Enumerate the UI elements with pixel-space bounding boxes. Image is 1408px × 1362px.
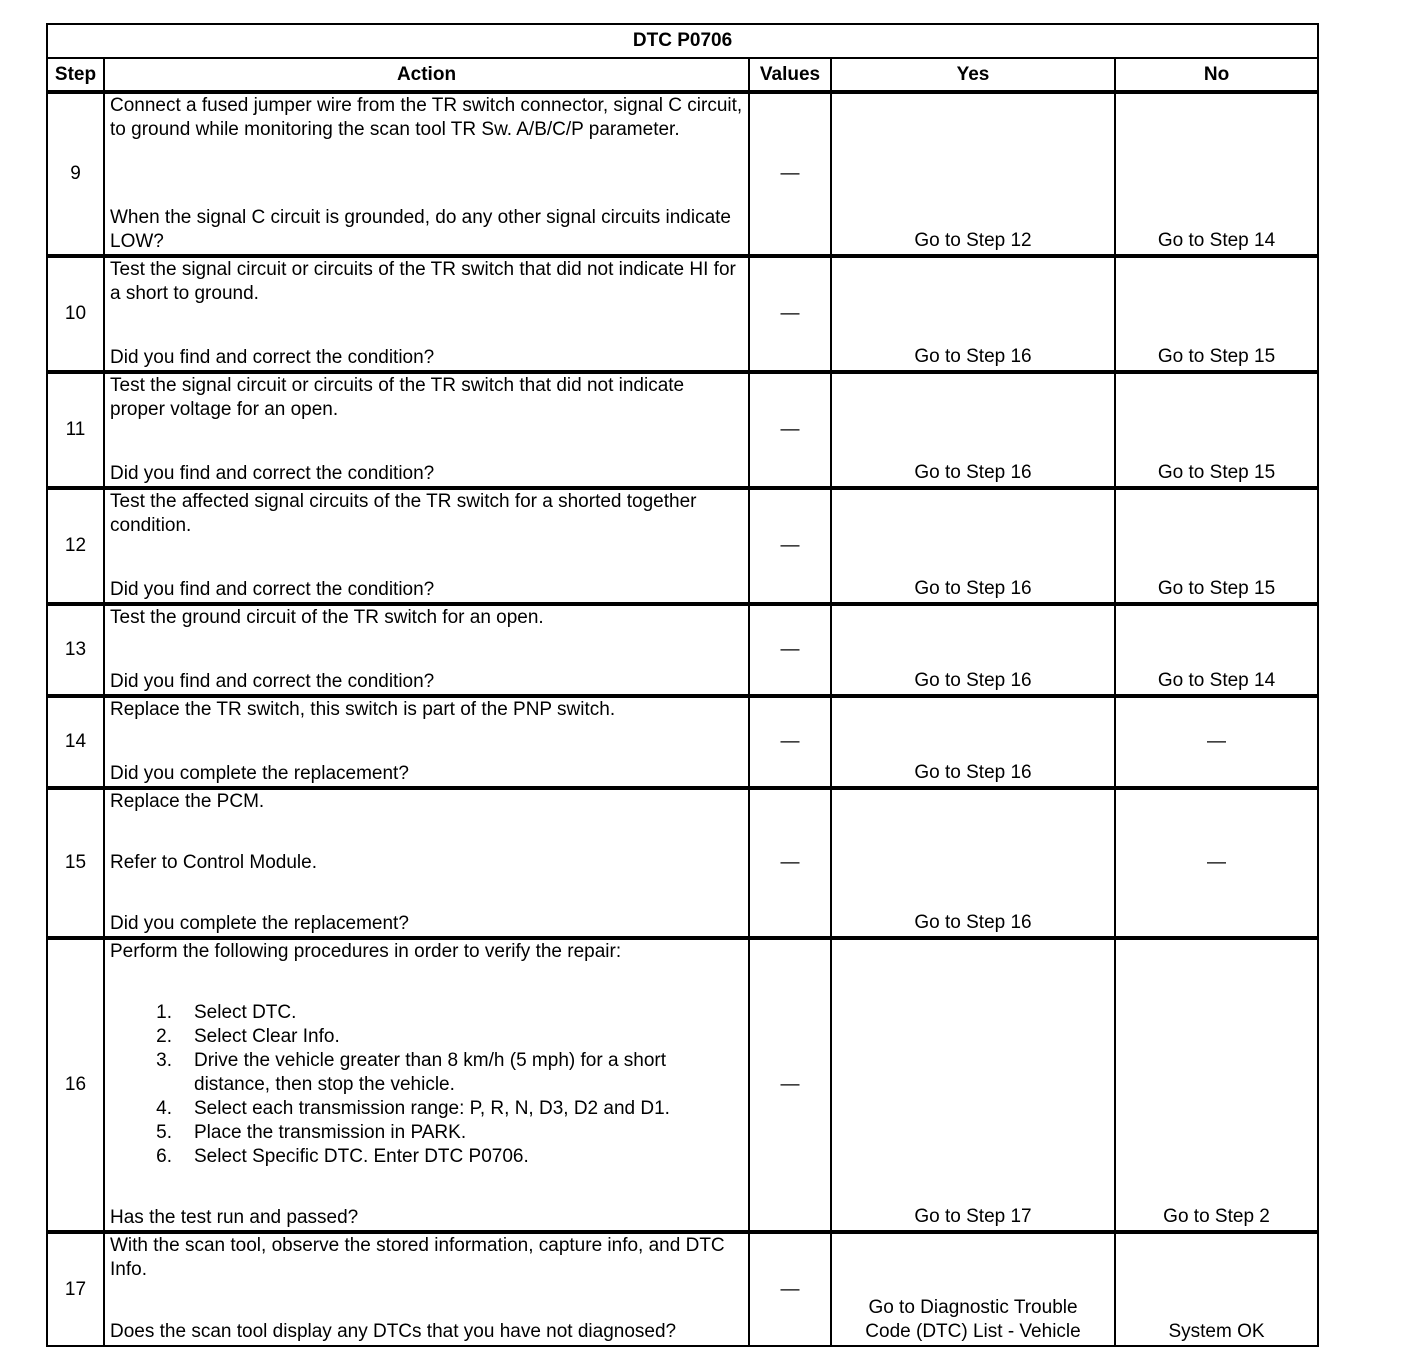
- table-row: [47, 788, 1318, 938]
- action-cell: [104, 938, 749, 1232]
- header-no: No: [1115, 58, 1318, 92]
- action-text: Connect a fused jumper wire from the TR switch connector, signal C circuit, to ground while monitoring the scan tool TR Sw. A/B/C/P parameter.: [110, 95, 743, 140]
- yes-cell: Go to Step 16: [831, 372, 1115, 488]
- no-cell: Go to Step 2: [1115, 938, 1318, 1232]
- step-number: 16: [47, 938, 104, 1232]
- header-step: Step: [47, 58, 104, 92]
- table-row: [47, 604, 1318, 696]
- action-text: Test the affected signal circuits of the TR switch for a shorted together condition.: [110, 491, 697, 536]
- action-cell: [104, 372, 749, 488]
- list-item: 6. Select Specific DTC. Enter DTC P0706.: [156, 1146, 529, 1167]
- no-cell: Go to Step 14: [1115, 92, 1318, 256]
- list-item: 1. Select DTC.: [156, 1002, 297, 1023]
- no-cell: Go to Step 15: [1115, 372, 1318, 488]
- list-item: 3. Drive the vehicle greater than 8 km/h (5 mph) for a short distance, then stop the vehicle.: [156, 1050, 667, 1095]
- table-title: DTC P0706: [47, 24, 1318, 58]
- action-cell: [104, 92, 749, 256]
- table-row: [47, 92, 1318, 256]
- table-row: [47, 938, 1318, 1232]
- action-cell: [104, 696, 749, 788]
- action-text: Test the ground circuit of the TR switch for an open.: [110, 607, 544, 628]
- yes-cell: Go to Step 16: [831, 256, 1115, 372]
- yes-cell: Go to Step 16: [831, 488, 1115, 604]
- values-cell: —: [749, 92, 831, 256]
- no-cell: —: [1115, 788, 1318, 938]
- step-number: 13: [47, 604, 104, 696]
- no-cell: Go to Step 15: [1115, 256, 1318, 372]
- values-cell: —: [749, 696, 831, 788]
- action-text: Replace the TR switch, this switch is part of the PNP switch.: [110, 699, 616, 720]
- values-cell: —: [749, 488, 831, 604]
- action-question: When the signal C circuit is grounded, do any other signal circuits indicate LOW?: [110, 207, 731, 252]
- yes-cell: Go to Diagnostic Trouble Code (DTC) List - Vehicle: [831, 1232, 1115, 1346]
- table-row: [47, 1232, 1318, 1346]
- action-cell: [104, 788, 749, 938]
- yes-cell: Go to Step 17: [831, 938, 1115, 1232]
- list-item: 5. Place the transmission in PARK.: [156, 1122, 467, 1143]
- dtc-table: [46, 23, 1319, 1347]
- action-cell: [104, 488, 749, 604]
- step-number: 14: [47, 696, 104, 788]
- action-reference: Refer to Control Module.: [110, 852, 317, 873]
- header-values: Values: [749, 58, 831, 92]
- yes-cell: Go to Step 16: [831, 788, 1115, 938]
- action-text: Replace the PCM.: [110, 791, 265, 812]
- action-question: Did you find and correct the condition?: [110, 579, 435, 600]
- step-number: 15: [47, 788, 104, 938]
- no-cell: Go to Step 14: [1115, 604, 1318, 696]
- yes-cell: Go to Step 12: [831, 92, 1115, 256]
- action-question: Did you find and correct the condition?: [110, 671, 435, 692]
- list-item: 2. Select Clear Info.: [156, 1026, 340, 1047]
- no-cell: System OK: [1115, 1232, 1318, 1346]
- action-question: Did you find and correct the condition?: [110, 463, 435, 484]
- yes-cell: Go to Step 16: [831, 696, 1115, 788]
- action-cell: [104, 604, 749, 696]
- values-cell: —: [749, 938, 831, 1232]
- action-text: Perform the following procedures in order to verify the repair:: [110, 941, 622, 962]
- action-question: Did you find and correct the condition?: [110, 347, 435, 368]
- action-question: Does the scan tool display any DTCs that you have not diagnosed?: [110, 1321, 677, 1342]
- table-row: [47, 696, 1318, 788]
- action-cell: [104, 1232, 749, 1346]
- step-number: 10: [47, 256, 104, 372]
- action-text: Test the signal circuit or circuits of the TR switch that did not indicate HI for a short to ground.: [110, 259, 736, 304]
- action-text: Test the signal circuit or circuits of the TR switch that did not indicate proper voltage for an open.: [110, 375, 685, 420]
- header-action: Action: [104, 58, 749, 92]
- procedure-list: [110, 1001, 744, 1169]
- values-cell: —: [749, 256, 831, 372]
- yes-cell: Go to Step 16: [831, 604, 1115, 696]
- action-cell: [104, 256, 749, 372]
- table-row: [47, 372, 1318, 488]
- step-number: 9: [47, 92, 104, 256]
- action-text: With the scan tool, observe the stored information, capture info, and DTC Info.: [110, 1235, 725, 1280]
- header-yes: Yes: [831, 58, 1115, 92]
- step-number: 17: [47, 1232, 104, 1346]
- action-question: Did you complete the replacement?: [110, 913, 409, 934]
- action-question: Has the test run and passed?: [110, 1207, 359, 1228]
- table-row: [47, 256, 1318, 372]
- step-number: 12: [47, 488, 104, 604]
- no-cell: —: [1115, 696, 1318, 788]
- table-row: [47, 488, 1318, 604]
- action-question: Did you complete the replacement?: [110, 763, 409, 784]
- values-cell: —: [749, 372, 831, 488]
- values-cell: —: [749, 604, 831, 696]
- no-cell: Go to Step 15: [1115, 488, 1318, 604]
- list-item: 4. Select each transmission range: P, R, N, D3, D2 and D1.: [156, 1098, 670, 1119]
- values-cell: —: [749, 788, 831, 938]
- step-number: 11: [47, 372, 104, 488]
- values-cell: —: [749, 1232, 831, 1346]
